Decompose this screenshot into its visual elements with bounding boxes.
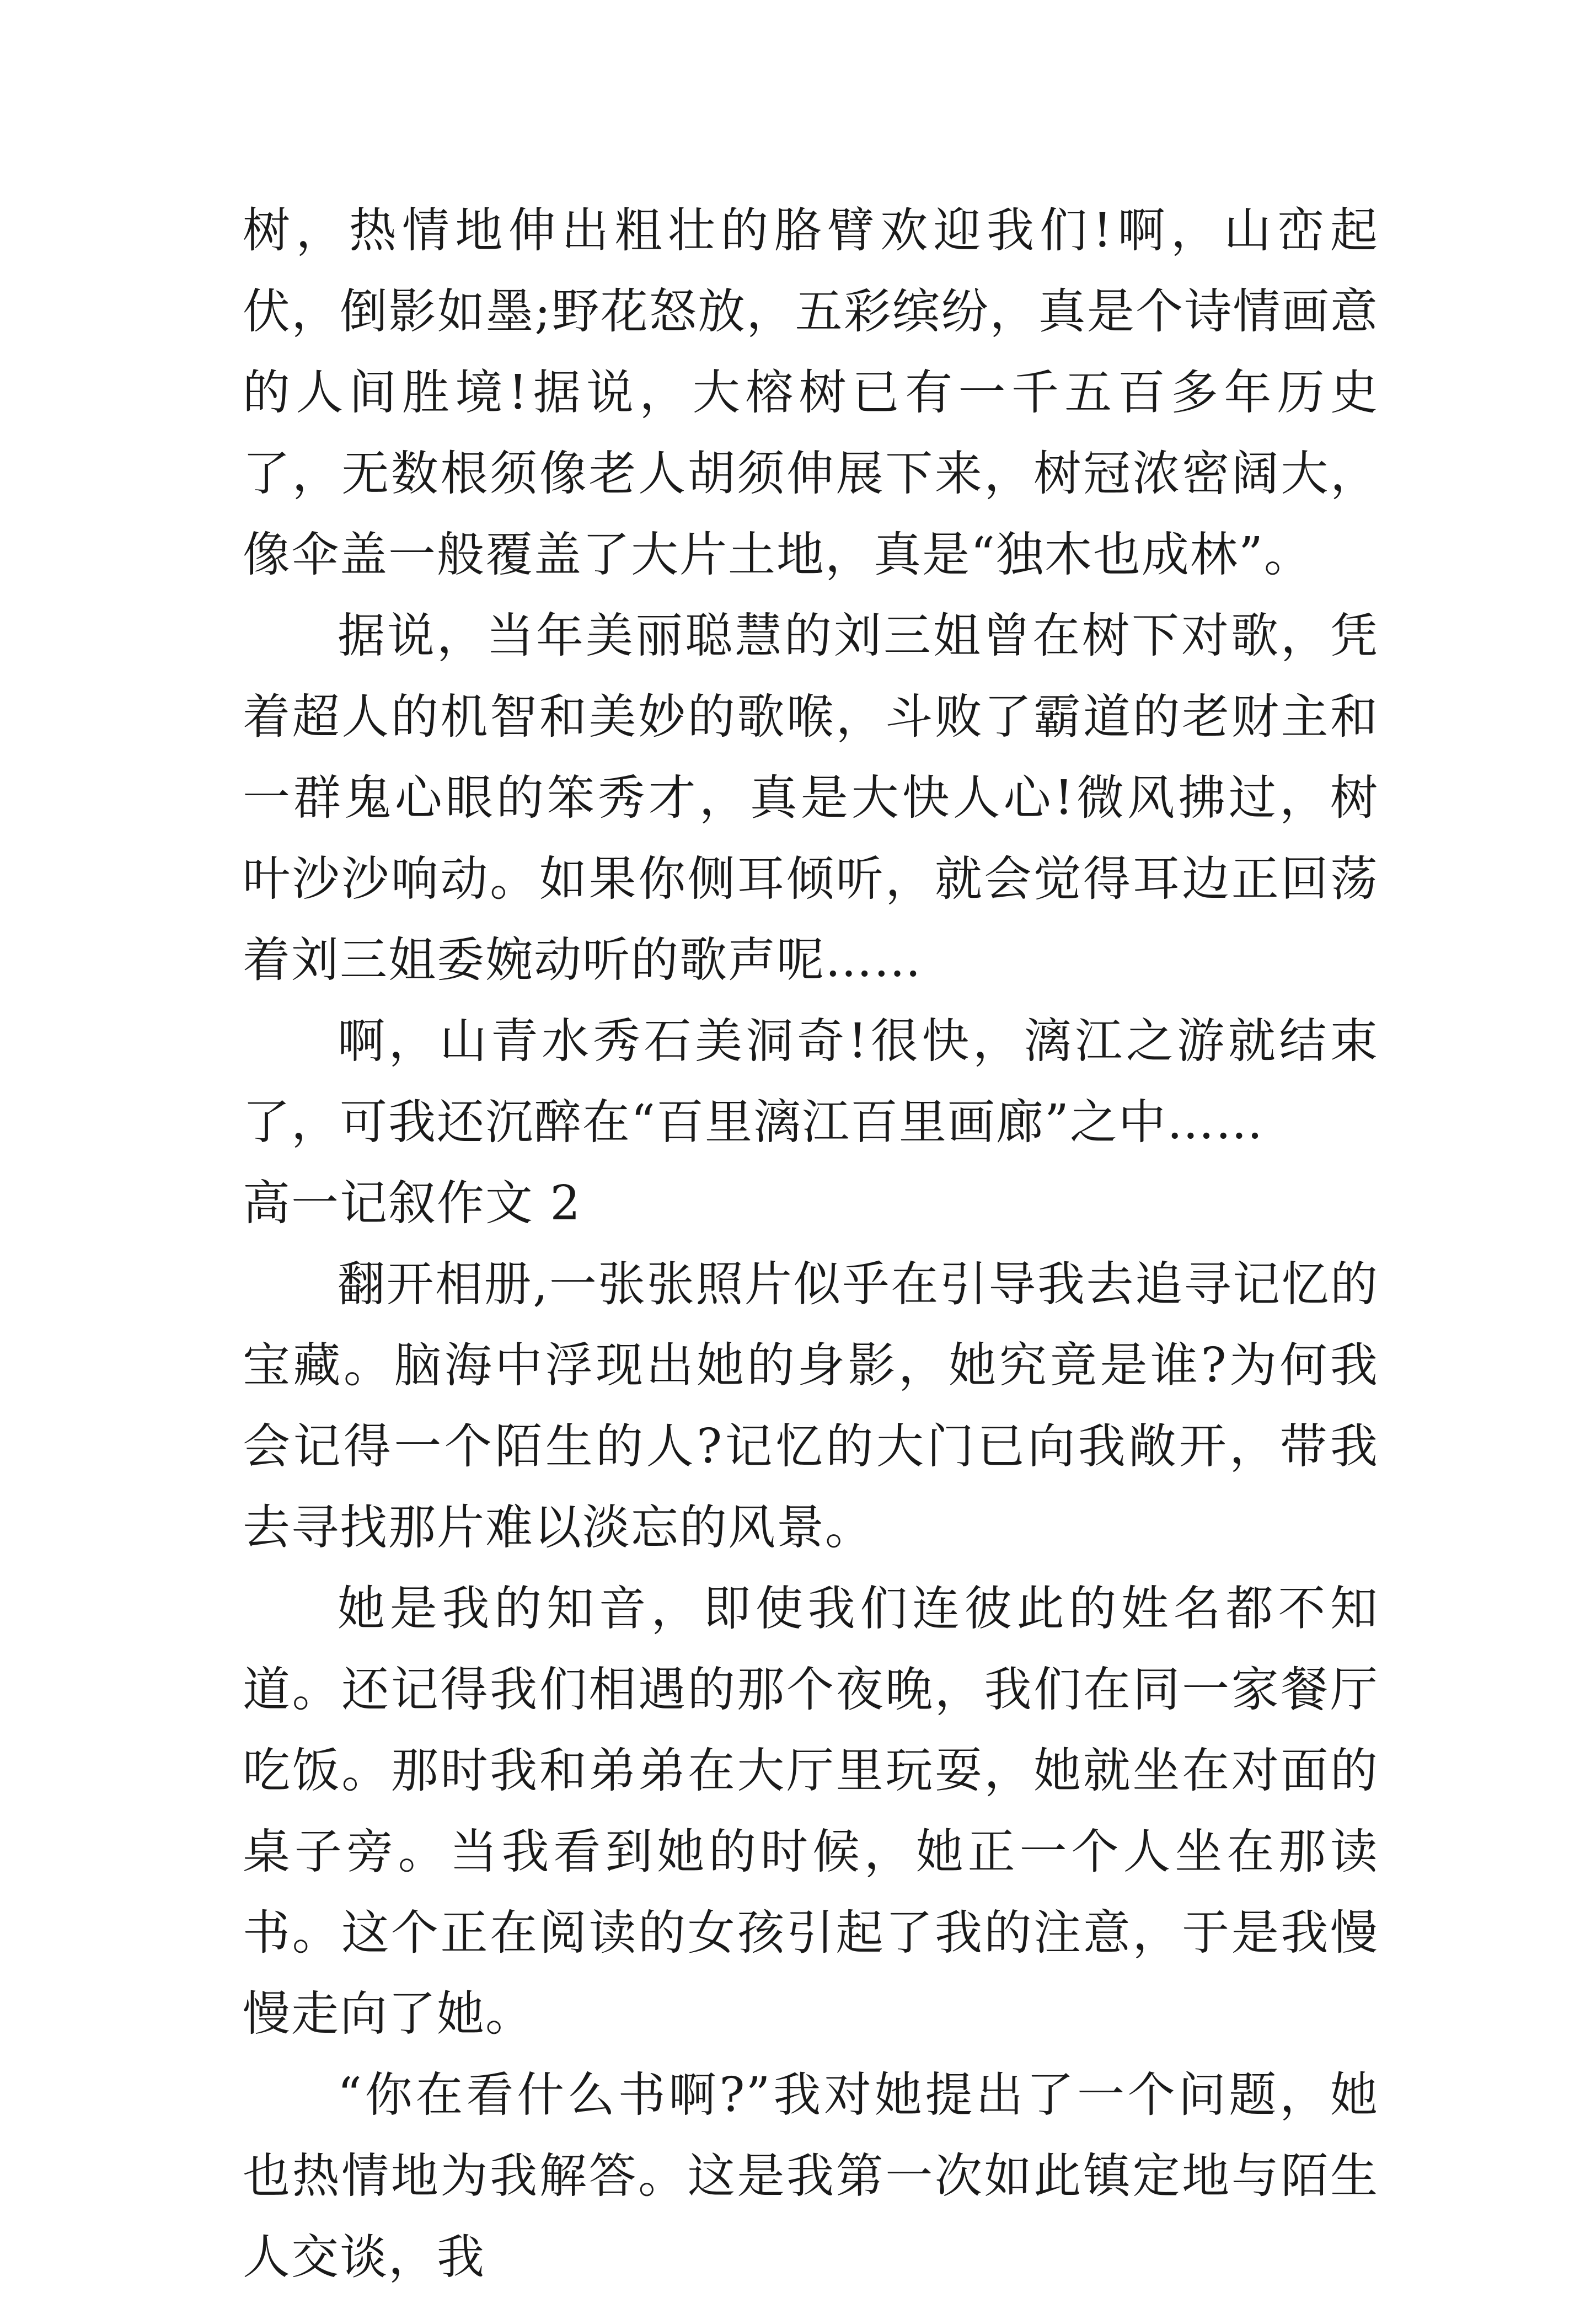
paragraph-continued: 树，热情地伸出粗壮的胳臂欢迎我们!啊，山峦起伏，倒影如墨;野花怒放，五彩缤纷，真是个诗情画意的人间胜境!据说，大榕树已有一千五百多年历史了，无数根须像老人胡须伸展下来，树冠浓密阔大，像伞盖一般覆盖了大片土地，真是“独木也成林”。: [243, 203, 1379, 582]
paragraph-first-meeting: 她是我的知音，即使我们连彼此的姓名都不知道。还记得我们相遇的那个夜晚，我们在同一家餐厅吃饭。那时我和弟弟在大厅里玩耍，她就坐在对面的桌子旁。当我看到她的时候，她正一个人坐在那读书。这个正在阅读的女孩引起了我的注意，于是我慢慢走向了她。: [243, 1581, 1379, 2042]
paragraph-lijiang-ending: 啊，山青水秀石美洞奇!很快，漓江之游就结束了，可我还沉醉在“百里漓江百里画廊”之中……: [243, 1014, 1379, 1150]
paragraph-photo-album: 翻开相册,一张张照片似乎在引导我去追寻记忆的宝藏。脑海中浮现出她的身影，她究竟是谁?为何我会记得一个陌生的人?记忆的大门已向我敞开，带我去寻找那片难以淡忘的风景。: [243, 1257, 1379, 1555]
paragraph-conversation: “你在看什么书啊?”我对她提出了一个问题，她也热情地为我解答。这是我第一次如此镇定地与陌生人交谈，我: [243, 2067, 1379, 2285]
document-body: [243, 190, 1379, 2298]
paragraph-liu-sanjie: 据说，当年美丽聪慧的刘三姐曾在树下对歌，凭着超人的机智和美妙的歌喉，斗败了霸道的老财主和一群鬼心眼的笨秀才，真是大快人心!微风拂过，树叶沙沙响动。如果你侧耳倾听，就会觉得耳边正回荡着刘三姐委婉动听的歌声呢……: [243, 608, 1379, 988]
section-title: 高一记叙作文 2: [243, 1176, 582, 1231]
